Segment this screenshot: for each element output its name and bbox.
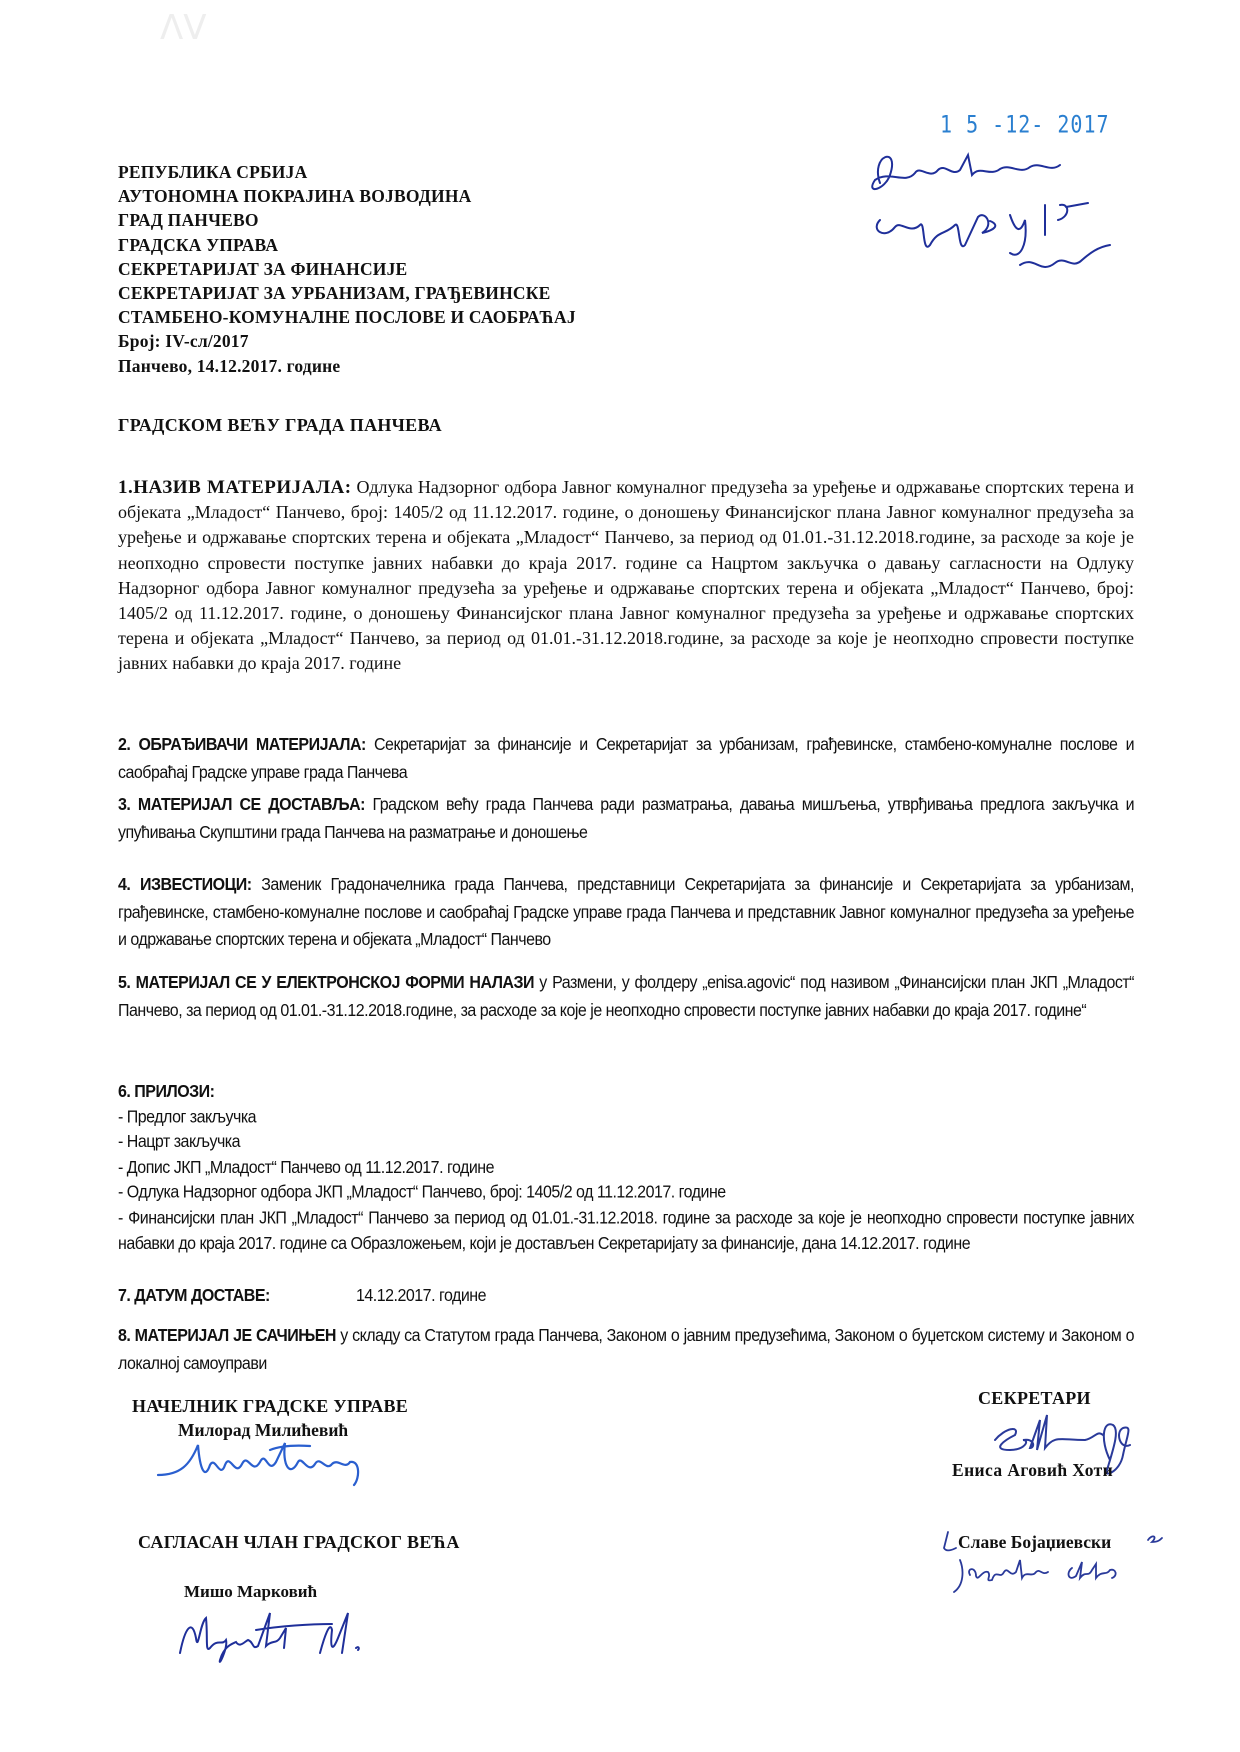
section-legal-basis [118, 1323, 1134, 1378]
council-member-signature [170, 1598, 410, 1678]
attachment-item: - Нацрт закључка [118, 1132, 241, 1152]
secretary-bojadziev-signature [940, 1520, 1180, 1600]
section-5-text: у Размени, у фолдеру „enisa.agovic“ под називом „Финансијски план ЈКП „Младост“ Панчево, за период од 01.01.-31.12.2018.године, за расходе за које је неопходно спровести поступке јавних набавки до краја 2017. године“ [118, 973, 1135, 1020]
section-4-text: Заменик Градоначелника града Панчева, представници Секретаријата за финансије и Секретаријата за урбанизам, грађевинске, стамбено-комуналне послове и саобраћај Градске управе града Панчева и представник Јавног комуналног предузећа за уређење и одржавање спортских терена и објеката „Младост“ Панчево [118, 875, 1134, 950]
section-2-text: Секретаријат за финансије и Секретаријат за урбанизам, грађевинске, стамбено-комуналне послове и саобраћај Градске управе града Панчева [118, 735, 1135, 782]
header-line-urbanism-secretariat-cont: СТАМБЕНО-КОМУНАЛНЕ ПОСЛОВЕ И САОБРАЋАЈ [118, 307, 576, 328]
handwritten-note [860, 135, 1160, 305]
section-3-label: 3. МАТЕРИЈАЛ СЕ ДОСТАВЉА: [118, 795, 365, 815]
handwritten-note-line-3 [1020, 245, 1110, 267]
header-line-urbanism-secretariat: СЕКРЕТАРИЈАТ ЗА УРБАНИЗАМ, ГРАЂЕВИНСКЕ [118, 283, 551, 304]
handwritten-note-line-1 [872, 155, 1060, 189]
received-date-stamp: 1 5 -12- 2017 [940, 109, 1110, 139]
section-8-text: у складу са Статутом града Панчева, Законом о јавним предузећима, Законом о буџетском систему и Законом о локалној самоуправи [118, 1326, 1134, 1373]
section-rapporteurs [118, 872, 1134, 955]
document-number: Број: IV-сл/2017 [118, 331, 249, 352]
header-line-administration: ГРАДСКА УПРАВА [118, 234, 279, 255]
attachment-item: - Одлука Надзорног одбора ЈКП „Младост“ Панчево, број: 1405/2 од 11.12.2017. године [118, 1183, 726, 1203]
head-of-administration-name: Милорад Милићевић [178, 1420, 349, 1440]
attachment-item: - Допис ЈКП „Младост“ Панчево од 11.12.2017. године [118, 1158, 495, 1178]
section-4-label: 4. ИЗВЕСТИОЦИ: [118, 875, 252, 895]
section-1-text: Одлука Надзорног одбора Јавног комуналног предузећа за уређење и одржавање спортских терена и објеката „Младост“ Панчево, број: 1405/2 од 11.12.2017. године, о доношењу Финансијског плана Јавног комуналног предузећа за уређење и одржавање спортских терена и објеката „Младост“ Панчево, за период од 01.01.-31.12.2018.године, за расходе за које је неопходно спровести поступке јавних набавки до краја 2017. године са Нацртом закључка о давању сагласности на Одлуку Надзорног одбора Јавног комуналног предузећа за уређење и одржавање спортских терена и објеката „Младост“ Панчево, број: 1405/2 од 11.12.2017. године, о доношењу Финансијског плана Јавног комуналног предузећа за уређење и одржавање спортских терена и објеката „Младост“ Панчево, за период од 01.01.-31.12.2018.године, за расходе за које је неопходно спровести поступке јавних набавки до краја 2017. године [118, 477, 1134, 674]
section-2-label: 2. ОБРАЂИВАЧИ МАТЕРИЈАЛА: [118, 735, 366, 755]
secretaries-title: СЕКРЕТАРИ [978, 1388, 1091, 1408]
header-line-province: АУТОНОМНА ПОКРАЈИНА ВОЈВОДИНА [118, 186, 472, 207]
section-7-text: 14.12.2017. године [356, 1286, 487, 1306]
head-of-administration-title: НАЧЕЛНИК ГРАДСКЕ УПРАВЕ [132, 1396, 409, 1416]
section-3-text: Градском већу града Панчева ради разматрања, давања мишљења, утврђивања предлога закључка и упућивања Скупштини града Панчева на разматрање и доношење [118, 795, 1134, 842]
council-member-title: САГЛАСАН ЧЛАН ГРАДСКОГ ВЕЋА [138, 1532, 460, 1552]
section-delivery-date [118, 1283, 1134, 1311]
addressee: ГРАДСКОМ ВЕЋУ ГРАДА ПАНЧЕВА [118, 415, 442, 435]
document-header [118, 160, 576, 378]
scan-artifact: ᐱᐯ [160, 8, 207, 48]
section-7-label: 7. ДАТУМ ДОСТАВЕ: [118, 1286, 270, 1306]
header-line-republic: РЕПУБЛИКА СРБИЈА [118, 162, 308, 182]
section-electronic-form [118, 970, 1134, 1025]
secretary-bojadziev-name: Славе Бојаџиевски [958, 1532, 1112, 1552]
head-of-administration-signature [150, 1440, 410, 1510]
section-material-delivery [118, 792, 1134, 847]
section-material-title [118, 475, 1134, 677]
section-attachments [118, 1080, 1134, 1257]
header-line-finance-secretariat: СЕКРЕТАРИЈАТ ЗА ФИНАНСИЈЕ [118, 258, 408, 279]
section-8-label: 8. МАТЕРИЈАЛ ЈЕ САЧИЊЕН [118, 1326, 336, 1346]
document-date: Панчево, 14.12.2017. године [118, 355, 341, 376]
section-1-label: 1.НАЗИВ МАТЕРИЈАЛА: [118, 477, 352, 498]
attachment-item: - Финансијски план ЈКП „Младост“ Панчево за период од 01.01.-31.12.2018. године за расходе за које је неопходно спровести поступке јавних набавки до краја 2017. године са Образложењем, који је достављен Секретаријату за финансије, дана 14.12.2017. године [118, 1208, 1134, 1254]
handwritten-note-line-2 [877, 203, 1088, 255]
attachment-item: - Предлог закључка [118, 1107, 257, 1127]
secretary-agovic-name: Ениса Аговић Хоти [952, 1460, 1114, 1480]
section-material-preparers [118, 732, 1134, 787]
section-5-label: 5. МАТЕРИЈАЛ СЕ У ЕЛЕКТРОНСКОЈ ФОРМИ НАЛАЗИ [118, 973, 534, 993]
council-member-name: Мишо Марковић [184, 1582, 318, 1601]
section-6-label: 6. ПРИЛОЗИ: [118, 1082, 215, 1102]
header-line-city: ГРАД ПАНЧЕВО [118, 210, 259, 231]
